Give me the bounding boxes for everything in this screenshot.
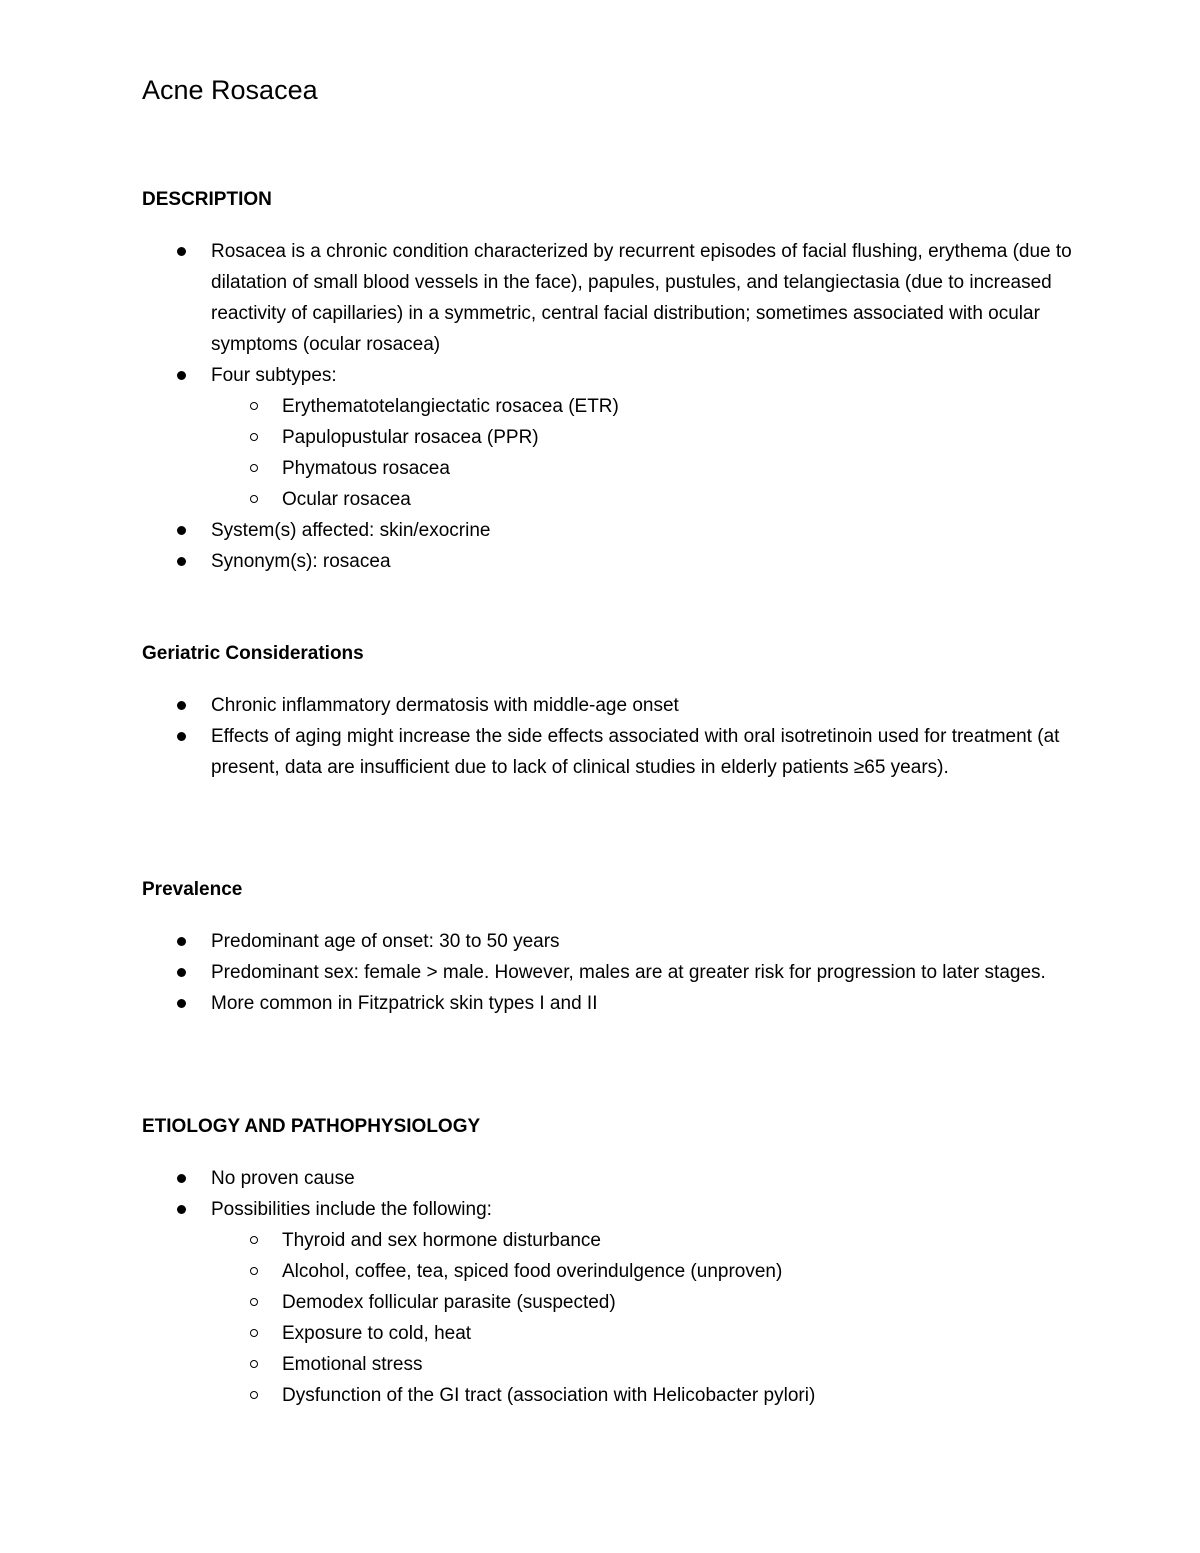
- etiology-heading: ETIOLOGY AND PATHOPHYSIOLOGY: [142, 1116, 481, 1137]
- sub-list-item: [211, 484, 1082, 515]
- bullet-icon: [177, 247, 186, 256]
- etiology-section: [142, 1113, 1082, 1411]
- prevalence-heading: Prevalence: [142, 879, 243, 900]
- list-item-text: No proven cause: [211, 1168, 355, 1189]
- bullet-icon: [177, 557, 186, 566]
- list-item-text: Possibilities include the following:: [211, 1199, 492, 1220]
- list-item-text: More common in Fitzpatrick skin types I and II: [211, 993, 598, 1014]
- bullet-icon: [177, 371, 186, 380]
- geriatric-list: [142, 690, 1082, 783]
- bullet-icon: [177, 526, 186, 535]
- sub-list-item: [211, 1380, 1082, 1411]
- sub-list-item: [211, 1225, 1082, 1256]
- sub-list-item-text: Emotional stress: [282, 1354, 423, 1375]
- sub-list-item: [211, 1256, 1082, 1287]
- sub-list-item-text: Demodex follicular parasite (suspected): [282, 1292, 616, 1313]
- sub-list-item: [211, 422, 1082, 453]
- bullet-icon: [177, 1205, 186, 1214]
- hollow-bullet-icon: [250, 1267, 258, 1275]
- list-item: [142, 721, 1082, 783]
- sub-list-item-text: Phymatous rosacea: [282, 458, 450, 479]
- bullet-icon: [177, 937, 186, 946]
- subtypes-list: [211, 391, 1082, 515]
- list-item-text: Chronic inflammatory dermatosis with middle-age onset: [211, 695, 679, 716]
- list-item-text: Predominant sex: female > male. However, males are at greater risk for progression to later stages.: [211, 962, 1046, 983]
- list-item-text: Predominant age of onset: 30 to 50 years: [211, 931, 560, 952]
- geriatric-section: [142, 640, 1082, 783]
- list-item-text: Effects of aging might increase the side effects associated with oral isotretinoin used for treatment (at present, data are insufficient due to lack of clinical studies in elderly patients ≥65 years).: [211, 726, 1060, 778]
- bullet-icon: [177, 968, 186, 977]
- possibilities-list: [211, 1225, 1082, 1411]
- list-item: [142, 1163, 1082, 1194]
- list-item-text: Synonym(s): rosacea: [211, 551, 391, 572]
- hollow-bullet-icon: [250, 1360, 258, 1368]
- sub-list-item: [211, 1349, 1082, 1380]
- list-item-text: System(s) affected: skin/exocrine: [211, 520, 491, 541]
- list-item: [142, 515, 1082, 546]
- list-item: [142, 957, 1082, 988]
- hollow-bullet-icon: [250, 1329, 258, 1337]
- sub-list-item: [211, 453, 1082, 484]
- description-heading: DESCRIPTION: [142, 189, 272, 210]
- sub-list-item-text: Ocular rosacea: [282, 489, 411, 510]
- sub-list-item: [211, 1287, 1082, 1318]
- list-item-text: Rosacea is a chronic condition characterized by recurrent episodes of facial flushing, erythema (due to dilatation of small blood vessels in the face), papules, pustules, and telangiectasia (due to increased reactivity of capillaries) in a symmetric, central facial distribution; sometimes associated with ocular symptoms (ocular rosacea): [211, 241, 1072, 355]
- list-item: [142, 690, 1082, 721]
- sub-list-item-text: Dysfunction of the GI tract (association with Helicobacter pylori): [282, 1385, 816, 1406]
- hollow-bullet-icon: [250, 464, 258, 472]
- bullet-icon: [177, 1174, 186, 1183]
- list-item: [142, 236, 1082, 360]
- list-item: [142, 988, 1082, 1019]
- sub-list-item-text: Erythematotelangiectatic rosacea (ETR): [282, 396, 619, 417]
- description-section: [142, 186, 1082, 577]
- hollow-bullet-icon: [250, 433, 258, 441]
- document-title: Acne Rosacea: [142, 75, 318, 105]
- sub-list-item-text: Papulopustular rosacea (PPR): [282, 427, 539, 448]
- prevalence-list: [142, 926, 1082, 1019]
- list-item: [142, 546, 1082, 577]
- hollow-bullet-icon: [250, 1298, 258, 1306]
- prevalence-section: [142, 876, 1082, 1019]
- geriatric-heading: Geriatric Considerations: [142, 643, 364, 664]
- etiology-list: [142, 1163, 1082, 1411]
- sub-list-item-text: Thyroid and sex hormone disturbance: [282, 1230, 601, 1251]
- list-item: [142, 926, 1082, 957]
- hollow-bullet-icon: [250, 402, 258, 410]
- list-item: [142, 360, 1082, 515]
- list-item-text: Four subtypes:: [211, 365, 337, 386]
- sub-list-item: [211, 391, 1082, 422]
- hollow-bullet-icon: [250, 1391, 258, 1399]
- sub-list-item-text: Alcohol, coffee, tea, spiced food overindulgence (unproven): [282, 1261, 783, 1282]
- sub-list-item-text: Exposure to cold, heat: [282, 1323, 472, 1344]
- bullet-icon: [177, 732, 186, 741]
- hollow-bullet-icon: [250, 495, 258, 503]
- bullet-icon: [177, 999, 186, 1008]
- list-item: [142, 1194, 1082, 1411]
- hollow-bullet-icon: [250, 1236, 258, 1244]
- bullet-icon: [177, 701, 186, 710]
- sub-list-item: [211, 1318, 1082, 1349]
- description-list: [142, 236, 1082, 577]
